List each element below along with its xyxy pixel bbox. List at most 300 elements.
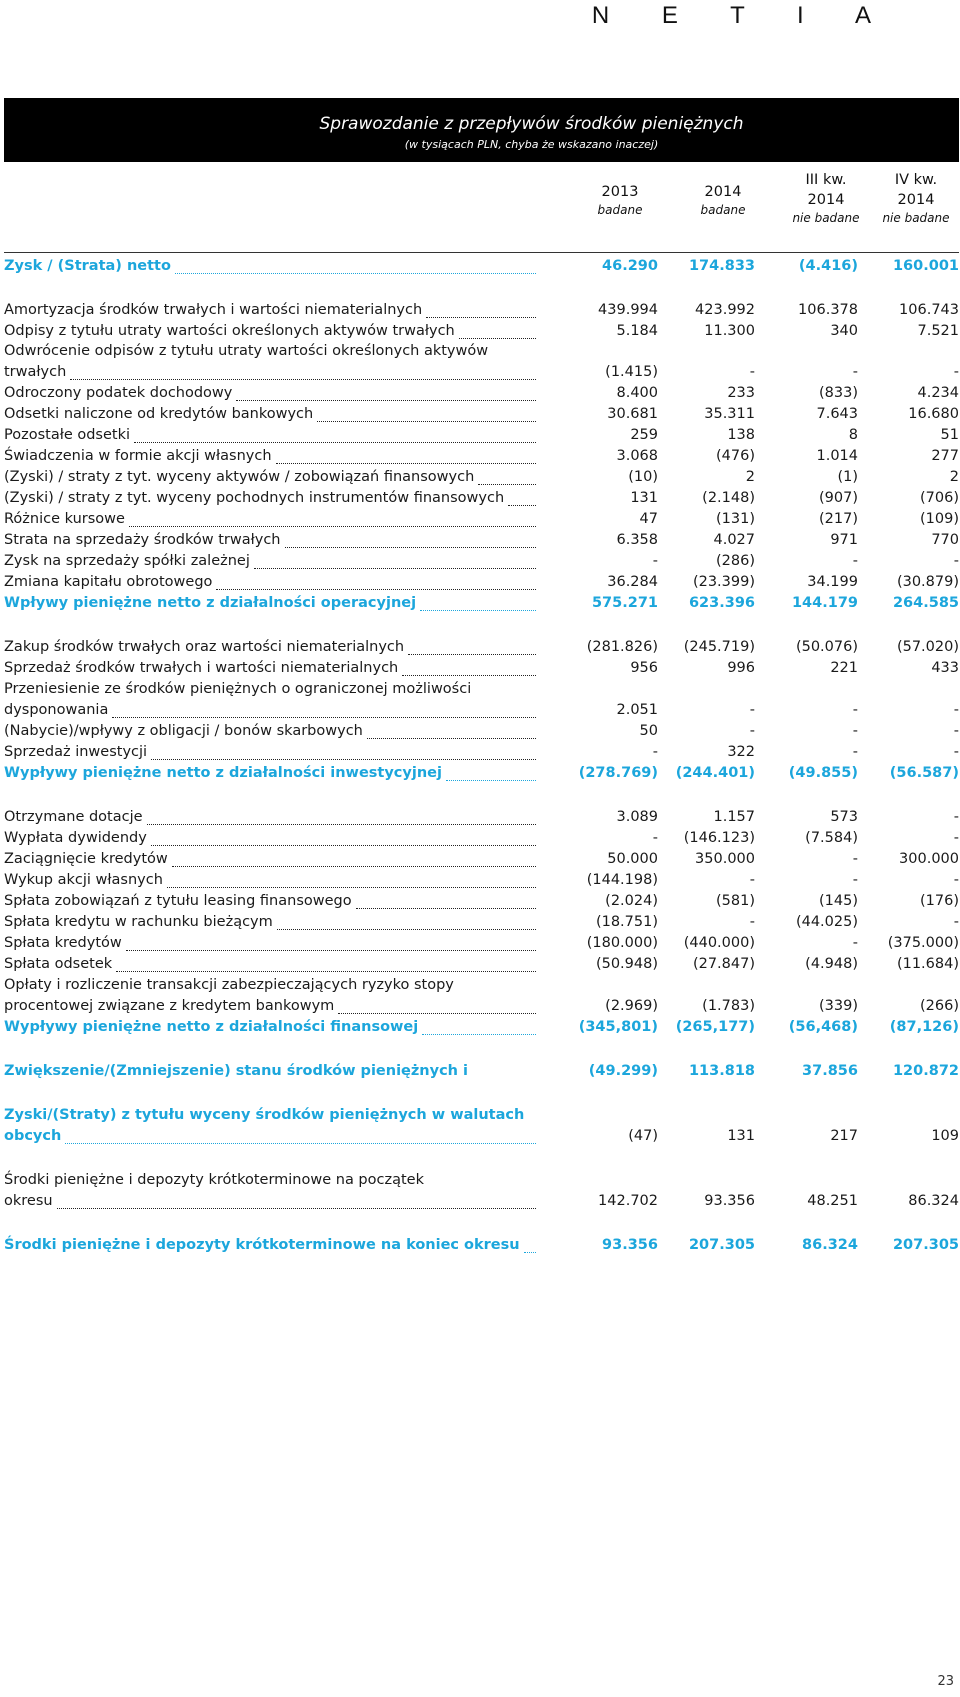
value-cell: (30.879): [896, 574, 959, 590]
row-label-text: procentowej związane z kredytem bankowym: [4, 998, 335, 1014]
value-cell: (18.751): [595, 914, 658, 930]
value-cell: 233: [727, 385, 755, 401]
value-cell: -: [852, 935, 858, 951]
value-cell: -: [953, 553, 959, 569]
dot-leader: [524, 1237, 536, 1253]
value-cell: -: [652, 830, 658, 846]
row-label-text: Spłata odsetek: [4, 956, 113, 972]
row-label-text: Środki pieniężne i depozyty krótkoterminowe na koniec okresu: [4, 1237, 520, 1253]
row-label: [4, 891, 536, 912]
value-cell: 50: [639, 723, 658, 739]
table-row: [4, 658, 959, 679]
row-label: [4, 362, 536, 383]
table-row: [4, 300, 959, 321]
table-row: [4, 700, 959, 721]
table-row: [4, 341, 959, 362]
table-row: [4, 679, 959, 700]
dot-leader: [408, 639, 536, 655]
table-row: [4, 763, 959, 784]
row-label-text: Różnice kursowe: [4, 511, 125, 527]
table-row: [4, 446, 959, 467]
dot-leader: [175, 258, 536, 274]
column-header-line1: IV kw.: [894, 172, 938, 188]
value-cell: (245.719): [683, 639, 755, 655]
row-label: [4, 488, 536, 509]
table-row: [4, 488, 959, 509]
value-cell: -: [749, 914, 755, 930]
table-row: [4, 1061, 959, 1082]
value-cell: 259: [630, 427, 658, 443]
value-cell: (11.684): [896, 956, 959, 972]
value-cell: 106.743: [899, 302, 959, 318]
value-cell: 5.184: [616, 323, 658, 339]
value-cell: (27.847): [692, 956, 755, 972]
value-cell: 174.833: [688, 258, 755, 274]
dot-leader: [317, 406, 536, 422]
table-row: [4, 362, 959, 383]
value-cell: 277: [931, 448, 959, 464]
dot-leader: [458, 977, 536, 993]
value-cell: (286): [716, 553, 755, 569]
value-cell: 35.311: [704, 406, 755, 422]
row-label: [4, 1235, 536, 1256]
table-row: [4, 996, 959, 1017]
column-header-q4-2014: [874, 170, 958, 227]
value-cell: 37.856: [802, 1063, 858, 1079]
value-cell: 47: [639, 511, 658, 527]
dot-leader: [167, 872, 536, 888]
dot-leader: [422, 1019, 536, 1035]
company-logo: N E T I A: [591, 2, 894, 29]
dot-leader: [472, 1063, 536, 1079]
value-cell: (345,801): [578, 1019, 658, 1035]
page-number: 23: [937, 1674, 954, 1689]
value-cell: (2.024): [605, 893, 658, 909]
row-label-text: Przeniesienie ze środków pieniężnych o ograniczonej możliwości: [4, 681, 472, 697]
value-cell: 770: [931, 532, 959, 548]
table-row: [4, 742, 959, 763]
value-cell: -: [852, 744, 858, 760]
table-row: [4, 467, 959, 488]
dot-leader: [57, 1193, 536, 1209]
dot-leader: [528, 1107, 536, 1123]
row-label: [4, 321, 536, 342]
table-row: [4, 404, 959, 425]
value-cell: (440.000): [683, 935, 755, 951]
column-header-line2: 2014: [897, 192, 935, 208]
value-cell: -: [749, 702, 755, 718]
value-cell: 138: [727, 427, 755, 443]
value-cell: 50.000: [607, 851, 658, 867]
value-cell: 6.358: [616, 532, 658, 548]
dot-leader: [508, 490, 536, 506]
dot-leader: [129, 511, 536, 527]
value-cell: (907): [819, 490, 858, 506]
value-cell: (47): [628, 1128, 658, 1144]
header-divider: [4, 252, 959, 253]
value-cell: (57.020): [896, 639, 959, 655]
row-label: [4, 383, 536, 404]
row-label-text: Odsetki naliczone od kredytów bankowych: [4, 406, 314, 422]
column-header-sub: nie badane: [882, 211, 950, 225]
table-row: [4, 572, 959, 593]
row-label-text: Spłata zobowiązań z tytułu leasing finansowego: [4, 893, 352, 909]
value-cell: (50.948): [595, 956, 658, 972]
column-header-line1: 2014: [704, 184, 742, 200]
value-cell: (145): [819, 893, 858, 909]
dot-leader: [116, 956, 536, 972]
value-cell: 322: [727, 744, 755, 760]
table-row: [4, 870, 959, 891]
value-cell: 423.992: [695, 302, 755, 318]
row-label-text: Amortyzacja środków trwałych i wartości niematerialnych: [4, 302, 423, 318]
table-row: [4, 912, 959, 933]
row-label: [4, 467, 536, 488]
row-label-text: Zaciągnięcie kredytów: [4, 851, 168, 867]
table-row: [4, 383, 959, 404]
value-cell: (56,468): [788, 1019, 858, 1035]
row-label-text: Wypływy pieniężne netto z działalności finansowej: [4, 1019, 419, 1035]
value-cell: (2.148): [702, 490, 755, 506]
row-label: [4, 572, 536, 593]
value-cell: (4.948): [805, 956, 858, 972]
value-cell: -: [953, 809, 959, 825]
value-cell: 131: [727, 1128, 755, 1144]
value-cell: 120.872: [892, 1063, 959, 1079]
value-cell: (476): [716, 448, 755, 464]
column-header-sub: badane: [597, 203, 643, 217]
statement-title: Sprawozdanie z przepływów środków pieniężnych: [319, 114, 744, 134]
value-cell: 51: [940, 427, 959, 443]
dot-leader: [151, 830, 536, 846]
value-cell: 8.400: [616, 385, 658, 401]
value-cell: (1.783): [702, 998, 755, 1014]
row-label: [4, 721, 536, 742]
value-cell: 131: [630, 490, 658, 506]
column-header-sub: nie badane: [792, 211, 860, 225]
value-cell: -: [852, 553, 858, 569]
value-cell: (1.415): [605, 364, 658, 380]
value-cell: 971: [830, 532, 858, 548]
value-cell: (87,126): [889, 1019, 959, 1035]
row-label: [4, 593, 536, 614]
column-header-2013: [570, 182, 670, 219]
row-label: [4, 763, 536, 784]
value-cell: 221: [830, 660, 858, 676]
dot-leader: [236, 385, 536, 401]
dot-leader: [338, 998, 536, 1014]
row-label: [4, 742, 536, 763]
row-label-text: Zyski/(Straty) z tytułu wyceny środków pieniężnych w walutach: [4, 1107, 525, 1123]
value-cell: 340: [830, 323, 858, 339]
dot-leader: [285, 532, 537, 548]
table-row: [4, 593, 959, 614]
row-label-text: Wpływy pieniężne netto z działalności operacyjnej: [4, 595, 417, 611]
value-cell: (7.584): [805, 830, 858, 846]
value-cell: 623.396: [688, 595, 755, 611]
dot-leader: [147, 809, 536, 825]
row-label: [4, 300, 536, 321]
dot-leader: [172, 851, 536, 867]
value-cell: 3.068: [616, 448, 658, 464]
row-label-text: Zysk na sprzedaży spółki zależnej: [4, 553, 250, 569]
row-label: [4, 870, 536, 891]
value-cell: 4.234: [917, 385, 959, 401]
row-label-text: Otrzymane dotacje: [4, 809, 143, 825]
value-cell: 207.305: [688, 1237, 755, 1253]
row-label-text: Wypłata dywidendy: [4, 830, 147, 846]
table-row: [4, 1191, 959, 1212]
row-label: [4, 933, 536, 954]
row-label: [4, 954, 536, 975]
column-header-q3-2014: [776, 170, 876, 227]
column-header-line1: III kw.: [805, 172, 847, 188]
value-cell: (581): [716, 893, 755, 909]
value-cell: (146.123): [683, 830, 755, 846]
table-row: [4, 425, 959, 446]
row-label: [4, 849, 536, 870]
value-cell: 34.199: [807, 574, 858, 590]
row-label: [4, 658, 536, 679]
dot-leader: [475, 681, 536, 697]
value-cell: (266): [920, 998, 959, 1014]
value-cell: (706): [920, 490, 959, 506]
value-cell: 142.702: [598, 1193, 658, 1209]
row-label-text: Spłata kredytów: [4, 935, 122, 951]
dot-leader: [446, 765, 536, 781]
value-cell: -: [953, 914, 959, 930]
row-label-text: Odwrócenie odpisów z tytułu utraty wartości określonych aktywów: [4, 343, 489, 359]
value-cell: (244.401): [675, 765, 755, 781]
row-label: [4, 1126, 536, 1147]
row-label: [4, 1061, 536, 1082]
dot-leader: [65, 1128, 536, 1144]
row-label-text: okresu: [4, 1193, 53, 1209]
value-cell: (131): [716, 511, 755, 527]
column-header-2014: [673, 182, 773, 219]
value-cell: (180.000): [586, 935, 658, 951]
value-cell: (4.416): [798, 258, 858, 274]
value-cell: 106.378: [798, 302, 858, 318]
row-label: [4, 1191, 536, 1212]
value-cell: 3.089: [616, 809, 658, 825]
value-cell: (217): [819, 511, 858, 527]
value-cell: 46.290: [602, 258, 658, 274]
value-cell: 7.643: [816, 406, 858, 422]
row-label-text: Wykup akcji własnych: [4, 872, 163, 888]
value-cell: -: [852, 872, 858, 888]
dot-leader: [428, 1172, 536, 1188]
value-cell: -: [953, 830, 959, 846]
dot-leader: [367, 723, 536, 739]
value-cell: -: [953, 702, 959, 718]
row-label-text: Sprzedaż środków trwałych i wartości niematerialnych: [4, 660, 399, 676]
table-row: [4, 807, 959, 828]
row-label-text: Odpisy z tytułu utraty wartości określonych aktywów trwałych: [4, 323, 455, 339]
value-cell: -: [852, 702, 858, 718]
value-cell: 48.251: [807, 1193, 858, 1209]
row-label-text: Zmiana kapitału obrotowego: [4, 574, 213, 590]
value-cell: (49.299): [588, 1063, 658, 1079]
value-cell: -: [852, 364, 858, 380]
value-cell: 217: [830, 1128, 858, 1144]
dot-leader: [277, 914, 536, 930]
table-row: [4, 256, 959, 277]
value-cell: 2: [949, 469, 959, 485]
value-cell: 350.000: [695, 851, 755, 867]
value-cell: (2.969): [605, 998, 658, 1014]
column-header-sub: badane: [700, 203, 746, 217]
value-cell: 300.000: [899, 851, 959, 867]
value-cell: 956: [630, 660, 658, 676]
row-label-text: Środki pieniężne i depozyty krótkoterminowe na początek: [4, 1172, 424, 1188]
value-cell: (109): [920, 511, 959, 527]
dot-leader: [254, 553, 536, 569]
row-label: [4, 975, 536, 996]
value-cell: 1.157: [713, 809, 755, 825]
row-label-text: (Zyski) / straty z tyt. wyceny pochodnych instrumentów finansowych: [4, 490, 505, 506]
column-header-line1: 2013: [601, 184, 639, 200]
table-row: [4, 1126, 959, 1147]
value-cell: 2.051: [616, 702, 658, 718]
value-cell: (144.198): [586, 872, 658, 888]
value-cell: 996: [727, 660, 755, 676]
value-cell: 433: [931, 660, 959, 676]
value-cell: 8: [848, 427, 858, 443]
dot-leader: [276, 448, 536, 464]
value-cell: 575.271: [591, 595, 658, 611]
value-cell: (278.769): [578, 765, 658, 781]
row-label-text: Opłaty i rozliczenie transakcji zabezpieczających ryzyko stopy: [4, 977, 454, 993]
value-cell: (10): [628, 469, 658, 485]
value-cell: -: [749, 872, 755, 888]
row-label: [4, 807, 536, 828]
dot-leader: [492, 343, 536, 359]
row-label-text: Odroczony podatek dochodowy: [4, 385, 233, 401]
column-header-line2: 2014: [807, 192, 845, 208]
value-cell: 16.680: [908, 406, 959, 422]
row-label-text: Zwiększenie/(Zmniejszenie) stanu środków pieniężnych i: [4, 1063, 469, 1079]
value-cell: -: [749, 364, 755, 380]
value-cell: 4.027: [713, 532, 755, 548]
value-cell: (56.587): [889, 765, 959, 781]
row-label: [4, 509, 536, 530]
row-label: [4, 446, 536, 467]
row-label: [4, 700, 536, 721]
value-cell: (50.076): [795, 639, 858, 655]
dot-leader: [134, 427, 536, 443]
value-cell: 207.305: [892, 1237, 959, 1253]
value-cell: 93.356: [602, 1237, 658, 1253]
value-cell: -: [953, 723, 959, 739]
row-label-text: (Nabycie)/wpływy z obligacji / bonów skarbowych: [4, 723, 363, 739]
dot-leader: [426, 302, 536, 318]
value-cell: -: [953, 744, 959, 760]
row-label: [4, 1017, 536, 1038]
row-label-text: Zakup środków trwałych oraz wartości niematerialnych: [4, 639, 405, 655]
table-row: [4, 321, 959, 342]
statement-subtitle: (w tysiącach PLN, chyba że wskazano inaczej): [404, 138, 659, 151]
row-label-text: Zysk / (Strata) netto: [4, 258, 171, 274]
value-cell: (281.826): [586, 639, 658, 655]
dot-leader: [216, 574, 536, 590]
value-cell: -: [652, 744, 658, 760]
table-row: [4, 1235, 959, 1256]
row-label-text: Spłata kredytu w rachunku bieżącym: [4, 914, 273, 930]
value-cell: -: [953, 364, 959, 380]
value-cell: 2: [745, 469, 755, 485]
table-row: [4, 509, 959, 530]
row-label: [4, 404, 536, 425]
row-label-text: Strata na sprzedaży środków trwałych: [4, 532, 281, 548]
value-cell: (265,177): [675, 1019, 755, 1035]
value-cell: 1.014: [816, 448, 858, 464]
value-cell: 30.681: [607, 406, 658, 422]
row-label: [4, 1170, 536, 1191]
row-label: [4, 996, 536, 1017]
row-label: [4, 530, 536, 551]
table-row: [4, 530, 959, 551]
value-cell: (49.855): [788, 765, 858, 781]
row-label-text: trwałych: [4, 364, 67, 380]
value-cell: 264.585: [892, 595, 959, 611]
table-row: [4, 637, 959, 658]
table-row: [4, 1105, 959, 1126]
value-cell: 11.300: [704, 323, 755, 339]
table-row: [4, 933, 959, 954]
row-label: [4, 551, 536, 572]
row-label-text: Wypływy pieniężne netto z działalności inwestycyjnej: [4, 765, 442, 781]
table-row: [4, 1017, 959, 1038]
value-cell: 144.179: [791, 595, 858, 611]
value-cell: 113.818: [688, 1063, 755, 1079]
value-cell: 160.001: [892, 258, 959, 274]
dot-leader: [420, 595, 536, 611]
table-row: [4, 1170, 959, 1191]
value-cell: (339): [819, 998, 858, 1014]
value-cell: 86.324: [802, 1237, 858, 1253]
dot-leader: [478, 469, 536, 485]
row-label: [4, 425, 536, 446]
row-label: [4, 912, 536, 933]
row-label-text: Świadczenia w formie akcji własnych: [4, 448, 272, 464]
table-row: [4, 891, 959, 912]
value-cell: -: [852, 851, 858, 867]
value-cell: (1): [837, 469, 858, 485]
dot-leader: [126, 935, 536, 951]
value-cell: -: [953, 872, 959, 888]
dot-leader: [459, 323, 536, 339]
value-cell: (375.000): [887, 935, 959, 951]
value-cell: 439.994: [598, 302, 658, 318]
table-row: [4, 828, 959, 849]
table-row: [4, 849, 959, 870]
dot-leader: [70, 364, 536, 380]
row-label: [4, 1105, 536, 1126]
value-cell: -: [852, 723, 858, 739]
table-row: [4, 721, 959, 742]
value-cell: (176): [920, 893, 959, 909]
dot-leader: [356, 893, 536, 909]
table-row: [4, 975, 959, 996]
statement-banner: [4, 98, 959, 162]
table-row: [4, 954, 959, 975]
value-cell: 36.284: [607, 574, 658, 590]
value-cell: -: [749, 723, 755, 739]
row-label-text: obcych: [4, 1128, 62, 1144]
row-label-text: dysponowania: [4, 702, 109, 718]
dot-leader: [112, 702, 536, 718]
